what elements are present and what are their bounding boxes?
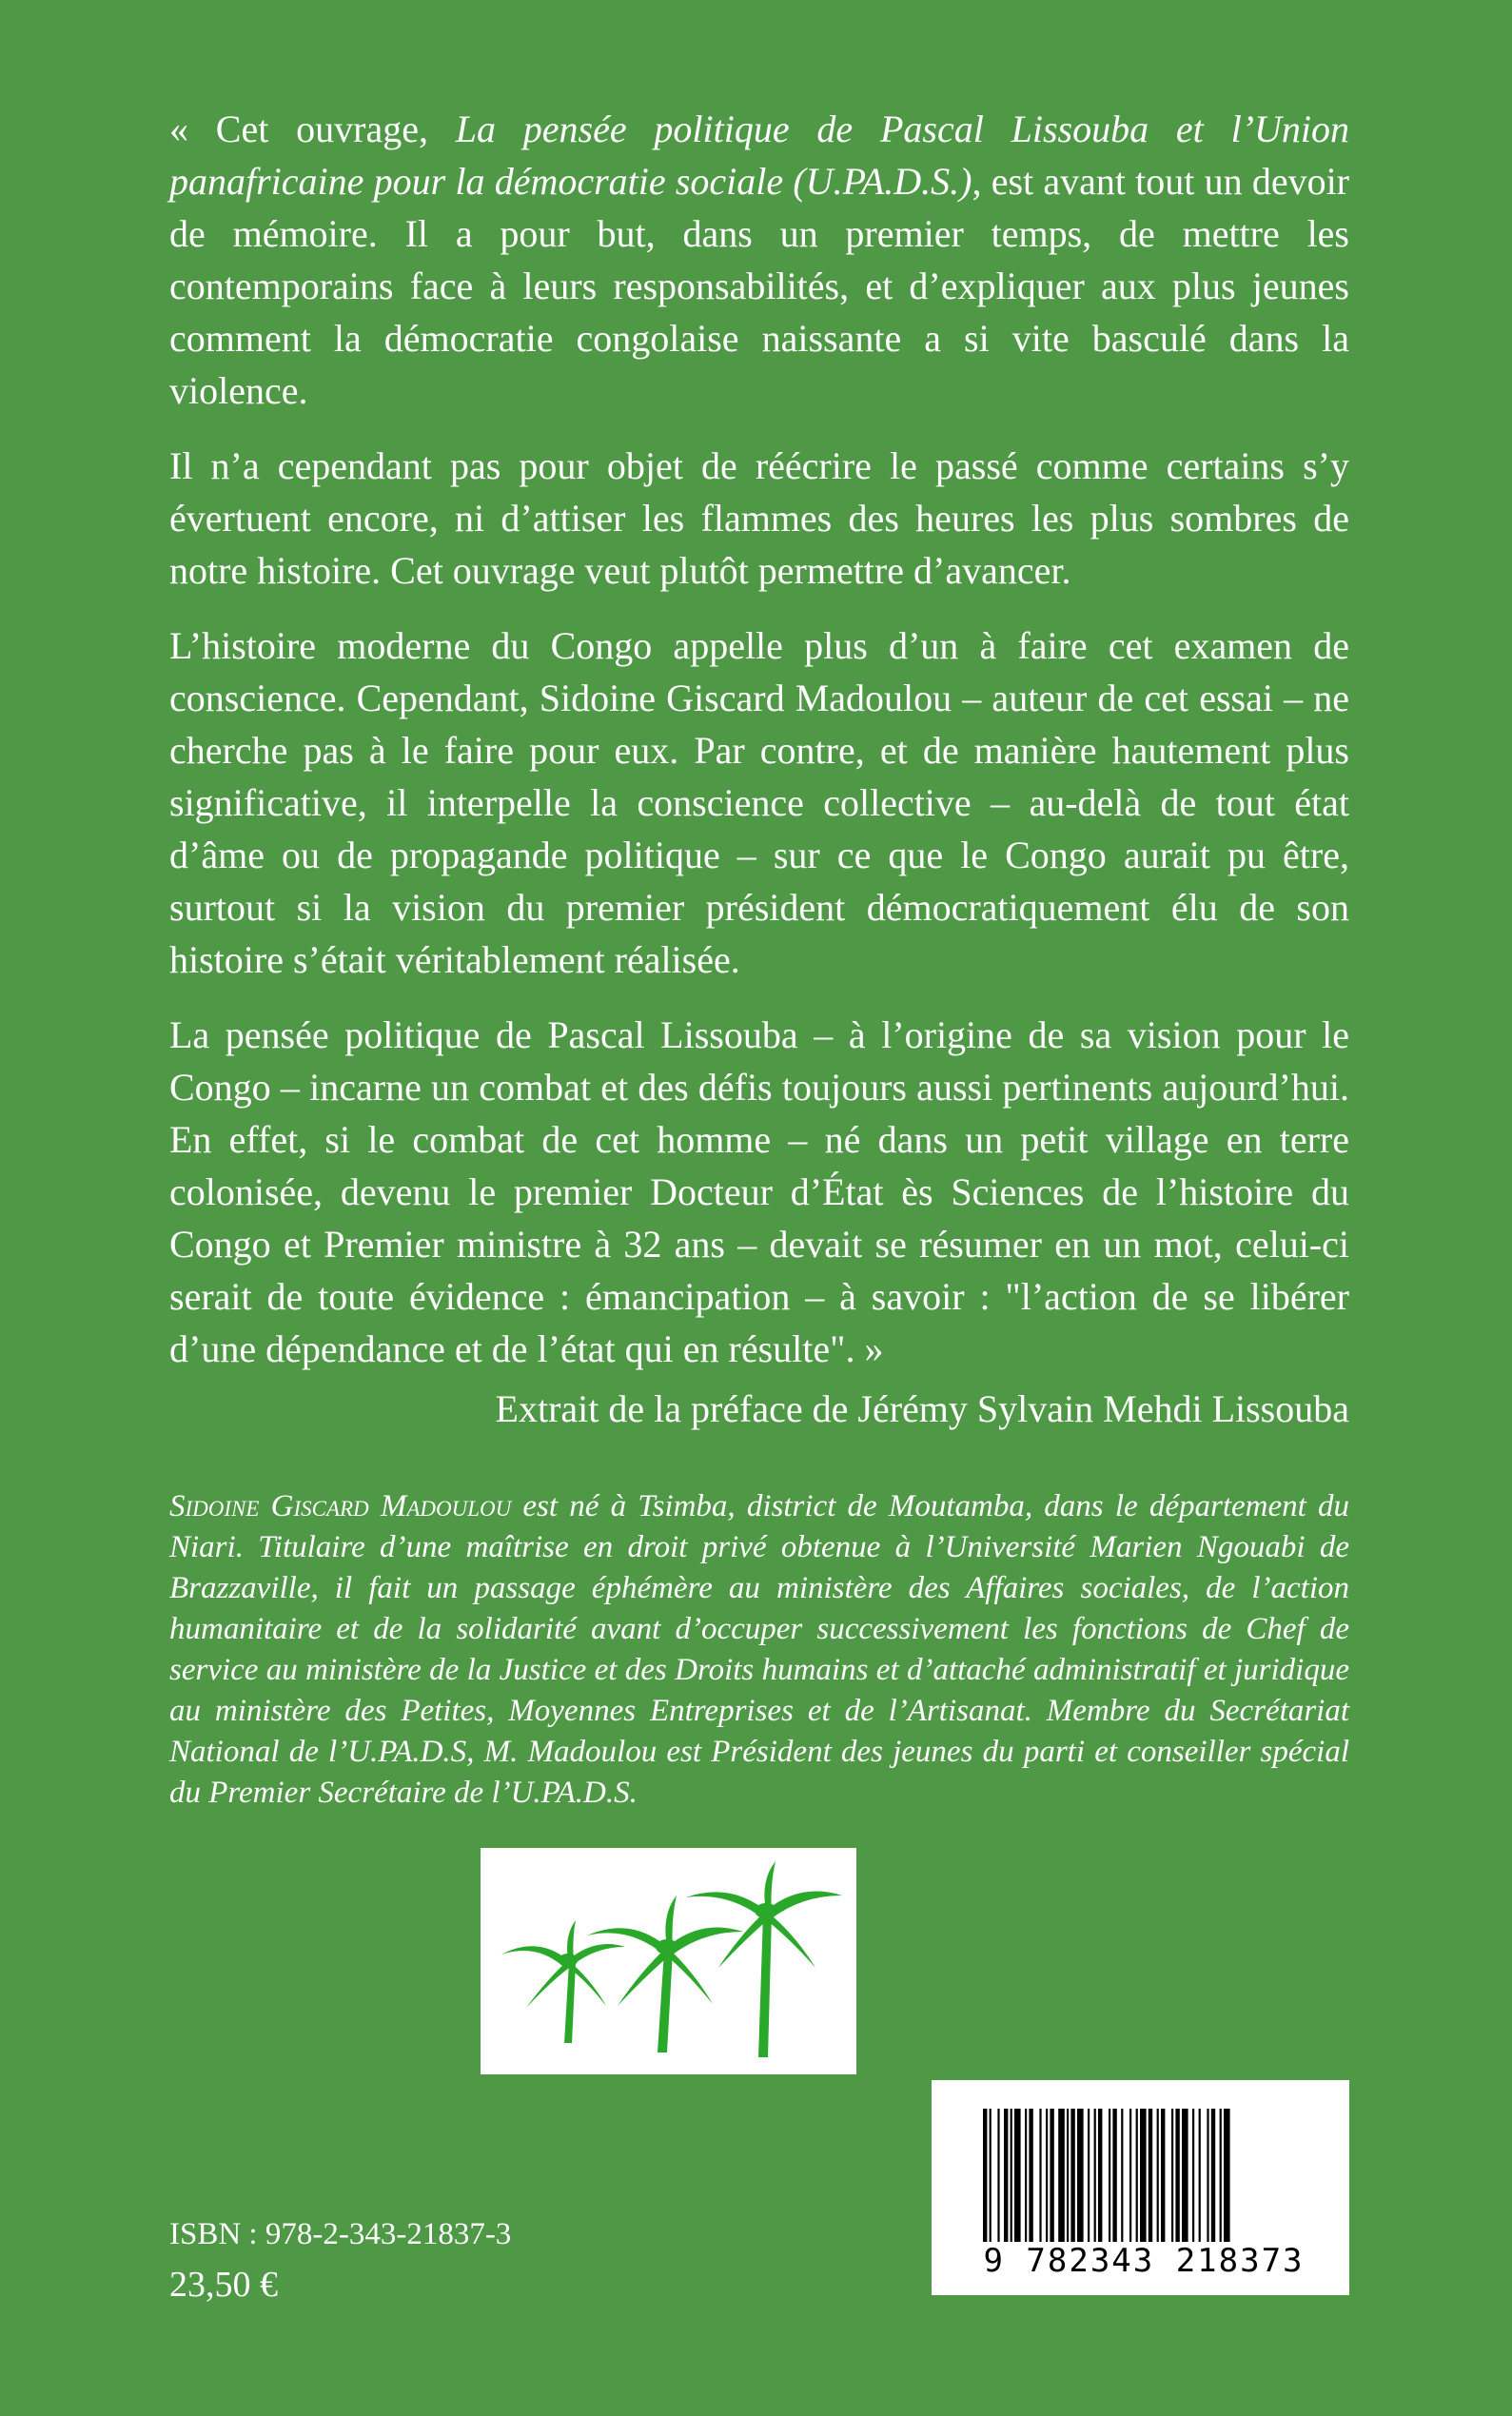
barcode-bar <box>1136 2109 1138 2242</box>
barcode-bar <box>1182 2109 1188 2242</box>
barcode-bar <box>1004 2109 1008 2242</box>
barcode-bar <box>1112 2109 1116 2242</box>
barcode-bar <box>990 2109 992 2242</box>
barcode-bar <box>1098 2109 1102 2242</box>
barcode-bar <box>1199 2109 1201 2242</box>
price: 23,50 € <box>169 2265 278 2305</box>
isbn: ISBN : 978-2-343-21837-3 <box>169 2217 512 2251</box>
barcode-bar <box>1207 2109 1208 2242</box>
quote-opening: « Cet ouvrage, <box>169 108 456 150</box>
barcode-bar <box>1192 2109 1194 2242</box>
quote-paragraph-4: La pensée politique de Pascal Lissouba – à l’origine de sa vision pour le Congo – incarne un combat et des défis toujours aussi pertinents aujourd’hui. En effet, si le combat de cet homme – né dans un petit village en terre colonisée, devenu le premier Docteur d’État ès Sciences de l’histoire du Congo et Premier ministre à 32 ans – devait se résumer en un mot, celui-ci serait de toute évidence : émancipation – à savoir : "l’action de se libérer d’une dépendance et de l’état qui en résulte". » <box>169 1013 1349 1370</box>
barcode-bar <box>1067 2109 1069 2242</box>
barcode-bars <box>981 2109 1314 2242</box>
author-bio-text: est né à Tsimba, district de Moutamba, dans le département du Niari. Titulaire d’une maîtrise en droit privé obtenue à l’Université Marien Ngouabi de Brazzaville, il fait un passage éphémère au ministère des Affaires sociales, de l’action humanitaire et de la solidarité avant d’occuper successivement les fonctions de Chef de service au ministère de la Justice et des Droits humains et d’attaché administratif et juridique au ministère des Petites, Moyennes Entreprises et de l’Artisanat. Membre du Secrétariat National de l’U.PA.D.S, M. Madoulou est Président des jeunes du parti et conseiller spécial du Premier Secrétaire de l’U.PA.D.S. <box>169 1489 1349 1810</box>
barcode-bar <box>1025 2109 1027 2242</box>
barcode-bar <box>1175 2109 1179 2242</box>
barcode-bar <box>1014 2109 1021 2242</box>
author-bio <box>169 1486 1349 1814</box>
barcode-bar <box>1011 2109 1012 2242</box>
barcode-bar <box>1070 2109 1074 2242</box>
quote-paragraph-3: L’histoire moderne du Congo appelle plus d’un à faire cet examen de conscience. Cependant, Sidoine Giscard Madoulou – auteur de cet essai – ne cherche pas à le faire pour eux. Par contre, et de manière hautement plus significative, il interpelle la conscience collective – au-delà de tout état d’âme ou de propagande politique – sur ce que le Congo aurait pu être, surtout si la vision du premier président démocratiquement élu de son histoire s’était véritablement réalisée. <box>169 624 1349 981</box>
barcode-bar <box>1149 2109 1152 2242</box>
barcode-bar <box>997 2109 999 2242</box>
barcode-bar <box>1211 2109 1215 2242</box>
barcode-bar <box>1140 2109 1147 2242</box>
barcode-bar <box>1220 2109 1222 2242</box>
barcode-bar <box>1121 2109 1123 2242</box>
barcode-bar <box>1088 2109 1090 2242</box>
author-name: Sidoine Giscard Madoulou <box>169 1489 512 1523</box>
quote-paragraph-1-rest: , est avant tout un devoir de mémoire. Il a pour but, dans un premier temps, de mettre les contemporains face à leurs responsabilités, et d’expliquer aux plus jeunes comment la démocratie congolaise naissante a si vite basculé dans la violence. <box>169 160 1350 412</box>
barcode-bar <box>983 2109 987 2242</box>
barcode-bar <box>1109 2109 1110 2242</box>
palm-tree-middle <box>587 1895 743 2053</box>
palm-trees-icon <box>481 1848 856 2074</box>
barcode-bar <box>1157 2109 1159 2242</box>
barcode-bar <box>1129 2109 1131 2242</box>
quote-block <box>169 103 1349 1398</box>
barcode-bar <box>1039 2109 1041 2242</box>
quote-paragraph-1 <box>169 103 1349 417</box>
party-logo <box>481 1848 856 2074</box>
barcode <box>932 2080 1349 2295</box>
barcode-bar <box>1094 2109 1096 2242</box>
barcode-bar <box>1058 2109 1065 2242</box>
quote-paragraph-2: Il n’a cependant pas pour objet de réécrire le passé comme certains s’y évertuent encore, ni d’attiser les flammes des heures les plus sombres de notre histoire. Cet ouvrage veut plutôt permettre d’avancer. <box>169 444 1349 592</box>
book-title: La pensée politique de Pascal Lissouba et l’Union panafricaine pour la démocratie sociale (U.PA.D.S.) <box>169 108 1350 203</box>
barcode-bar <box>1161 2109 1165 2242</box>
palm-tree-right <box>686 1861 842 2057</box>
barcode-digits: 9 782343 218373 <box>983 2242 1305 2280</box>
barcode-bar <box>1046 2109 1048 2242</box>
barcode-bar <box>1171 2109 1173 2242</box>
barcode-bar <box>1077 2109 1084 2242</box>
barcode-bar <box>1029 2109 1032 2242</box>
barcode-bar <box>1224 2109 1230 2242</box>
palm-tree-left <box>501 1920 625 2043</box>
preface-attribution: Extrait de la préface de Jérémy Sylvain Mehdi Lissouba <box>495 1387 1349 1430</box>
barcode-bar <box>1050 2109 1053 2242</box>
